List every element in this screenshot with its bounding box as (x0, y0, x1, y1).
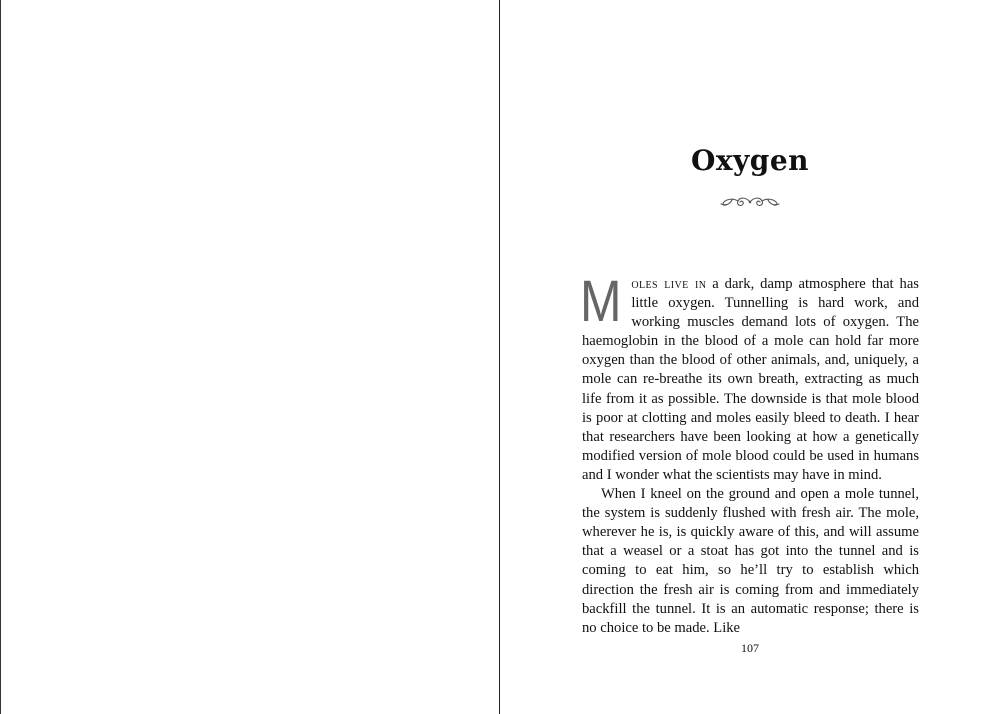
paragraph-1 (580, 269, 919, 485)
right-page (500, 0, 1000, 714)
chapter-title: Oxygen (690, 144, 810, 177)
left-page-edge (0, 0, 1, 714)
page-number: 107 (741, 641, 759, 655)
chapter-body (580, 269, 919, 638)
drop-cap: M (580, 269, 622, 334)
flourish-ornament-icon (718, 193, 782, 211)
paragraph-2: When I kneel on the ground and open a mole tunnel, the system is suddenly flushed with fresh air. The mole, wherever he is, is quickly aware of this, and will assume that a weasel or a stoat has got into the tunnel and is coming to eat him, so he’ll try to establish which direction the fresh air is coming from and immediately backfill the tunnel. It is an automatic response; there is no choice to be made. Like (582, 486, 919, 636)
paragraph-1-text: a dark, damp atmosphere that has little oxygen. Tunnelling is hard work, and working muscles demand lots of oxygen. The haemoglobin in the blood of a mole can hold far more oxygen than the blood of other animals, and, uniquely, a mole can re-breathe its own breath, extracting as much life from it as possible. The downside is that mole blood is poor at clotting and moles easily bleed to death. I hear that researchers have been looking at how a genetically modified version of mole blood could be used in humans and I wonder what the scientists may have in mind. (582, 276, 919, 483)
opening-smallcaps: oles live in (631, 276, 707, 292)
